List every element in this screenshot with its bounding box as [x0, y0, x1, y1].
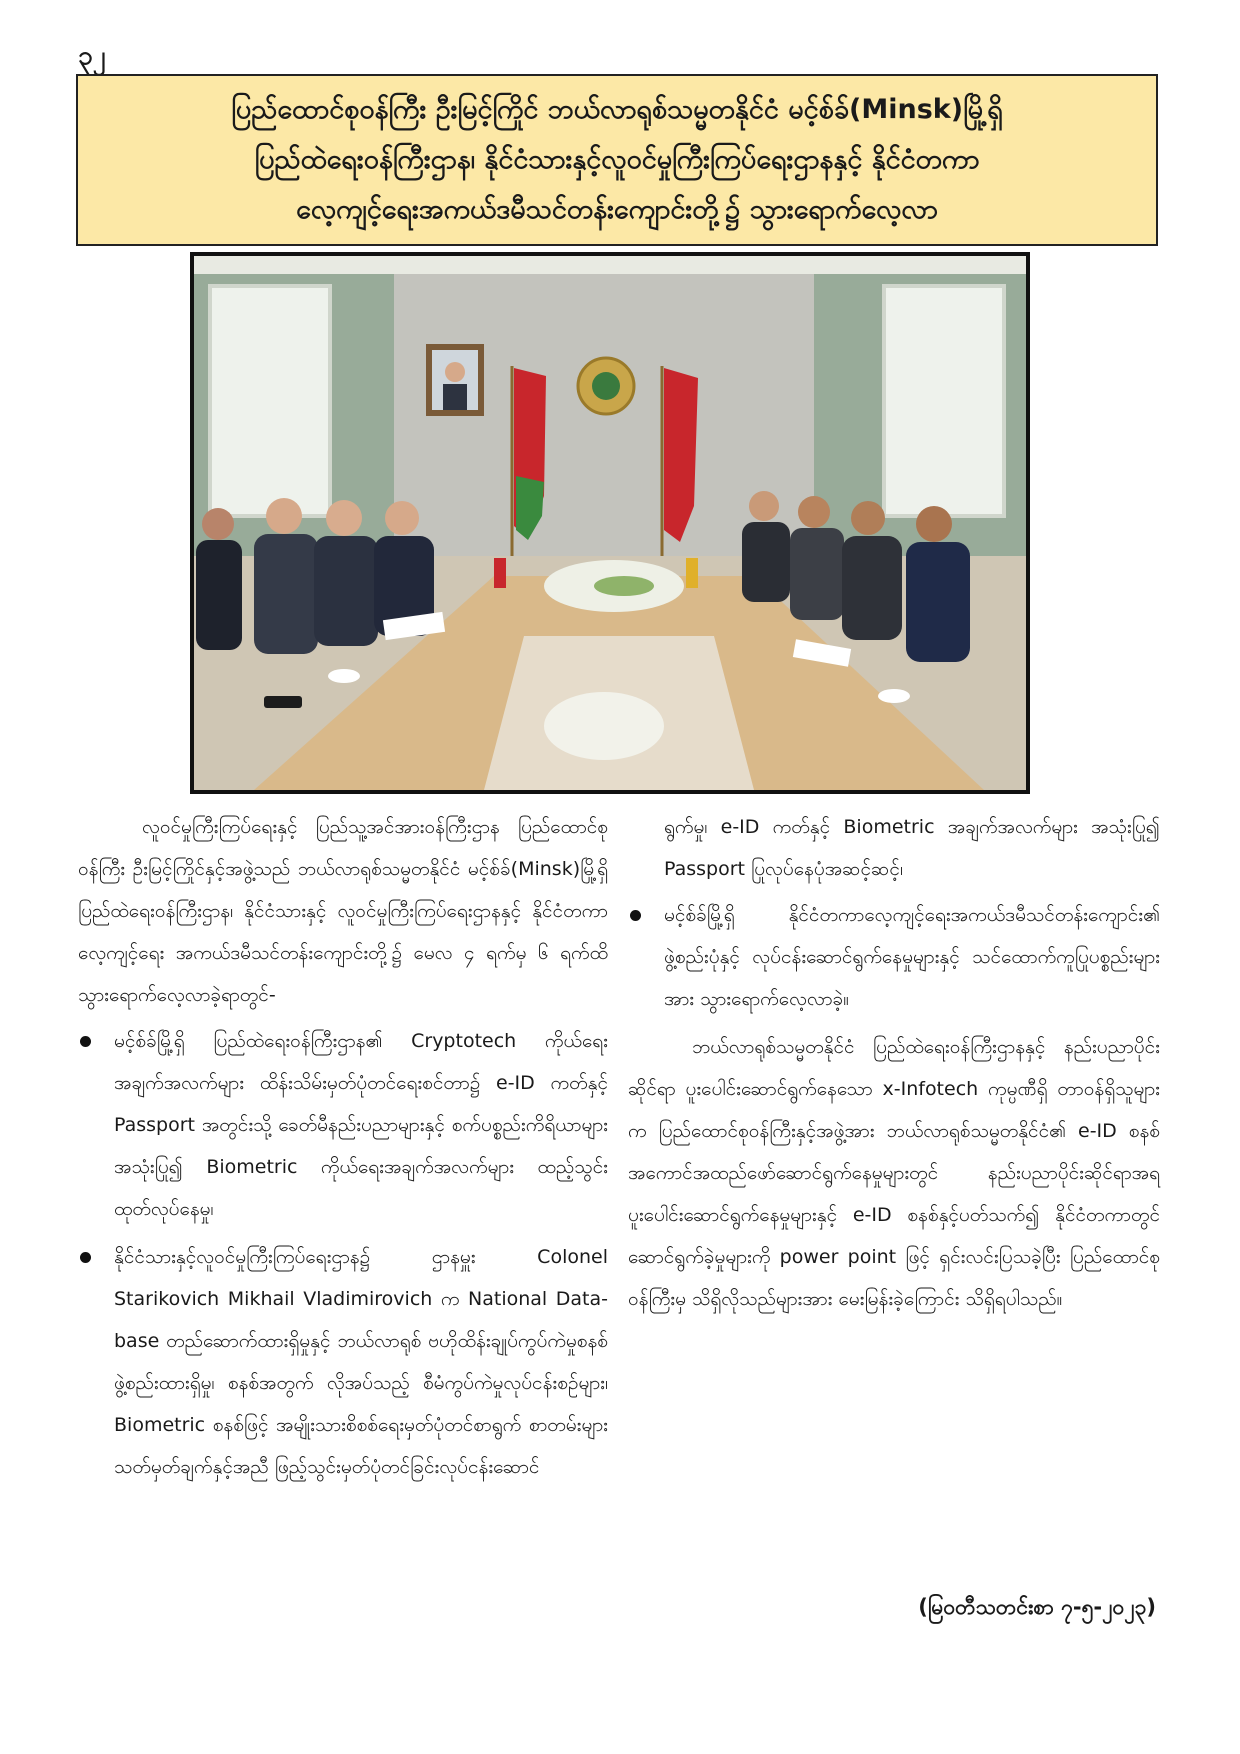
- bullet-icon: [630, 910, 641, 921]
- delegate-left-2-head: [326, 500, 362, 536]
- flower-leaves: [594, 576, 654, 596]
- portrait-suit: [443, 384, 467, 410]
- list-item: [628, 894, 1160, 1020]
- list-item: [78, 1020, 608, 1230]
- bullet-text: မင့်စ်ခ်မြို့ရှိ နိုင်ငံတကာလေ့ကျင့်ရေးအကယ်ဒမီသင်တန်းကျောင်း၏ ဖွဲ့စည်းပုံနှင့် လုပ်ငန်းဆောင်ရွက်နေမှုများနှင့် သင်ထောက်ကူပြုပစ္စည်းများအား သွားရောက်လေ့လာခဲ့။: [664, 904, 1160, 1010]
- headline-box: [76, 74, 1158, 246]
- delegate-right-3-head: [851, 501, 885, 535]
- left-column: [78, 806, 608, 1494]
- meeting-photo-illustration: [194, 256, 1026, 790]
- tea-cup-left: [328, 669, 360, 683]
- left-window: [210, 286, 330, 516]
- portrait-face: [445, 362, 465, 382]
- bullet-icon: [80, 1252, 91, 1263]
- right-window: [884, 286, 1004, 516]
- delegate-left-1-body: [254, 534, 318, 654]
- delegate-right-2-head: [798, 496, 830, 528]
- continuation-paragraph: ရွက်မှု၊ e-ID ကတ်နှင့် Biometric အချက်အလက်များ အသုံးပြု၍ Passport ပြုလုပ်နေပုံအဆင့်ဆင့်၊: [664, 816, 1160, 880]
- state-emblem-center: [592, 372, 620, 400]
- delegate-left-4-head: [202, 508, 234, 540]
- delegate-left-1-head: [266, 498, 302, 534]
- delegate-right-1-body: [742, 522, 790, 602]
- closing-paragraph: ဘယ်လာရုစ်သမ္မတနိုင်ငံ ပြည်ထဲရေးဝန်ကြီးဌာနနှင့် နည်းပညာပိုင်းဆိုင်ရာ ပူးပေါင်းဆောင်ရွက်နေသော x-Infotech ကုမ္ပဏီရှိ တာဝန်ရှိသူများက ပြည်ထောင်စုဝန်ကြီးနှင့်အဖွဲ့အား ဘယ်လာရုစ်သမ္မတနိုင်ငံ၏ e-ID စနစ် အကောင်အထည်ဖော်ဆောင်ရွက်နေမှုများတွင် နည်းပညာပိုင်းဆိုင်ရာအရ ပူးပေါင်းဆောင်ရွက်နေမှုများနှင့် e-ID စနစ်နှင့်ပတ်သက်၍ နိုင်ငံတကာတွင် ဆောင်ရွက်ခဲ့မှုများကို power point ဖြင့် ရှင်းလင်းပြသခဲ့ပြီး ပြည်ထောင်စုဝန်ကြီးမှ သိရှိလိုသည်များအား မေးမြန်းခဲ့ကြောင်း သိရှိရပါသည်။: [628, 1036, 1160, 1310]
- table-flag-myanmar: [686, 558, 698, 588]
- ceiling-molding: [194, 256, 1026, 274]
- delegate-right-2-body: [790, 528, 844, 620]
- bullet-text: မင့်စ်ခ်မြို့ရှိ ပြည်ထဲရေးဝန်ကြီးဌာန၏ Cryptotech ကိုယ်ရေးအချက်အလက်များ ထိန်းသိမ်းမှတ်ပုံတင်ရေးစင်တာ၌ e-ID ကတ်နှင့် Passport အတွင်းသို့ ခေတ်မီနည်းပညာများနှင့် စက်ပစ္စည်းကိရိယာများအသုံးပြု၍ Biometric ကိုယ်ရေးအချက်အလက်များ ထည့်သွင်းထုတ်လုပ်နေမှု၊: [114, 1030, 608, 1220]
- intro-paragraph: လူဝင်မှုကြီးကြပ်ရေးနှင့် ပြည်သူ့အင်အားဝန်ကြီးဌာန ပြည်ထောင်စုဝန်ကြီး ဦးမြင့်ကြိုင်နှင့်အဖွဲ့သည် ဘယ်လာရုစ်သမ္မတနိုင်ငံ မင့်စ်ခ်(Minsk)မြို့ရှိ ပြည်ထဲရေးဝန်ကြီးဌာန၊ နိုင်ငံသားနှင့် လူဝင်မှုကြီးကြပ်ရေးဌာနနှင့် နိုင်ငံတကာလေ့ကျင့်ရေး အကယ်ဒမီသင်တန်းကျောင်းတို့၌ မေလ ၄ ရက်မှ ၆ ရက်ထိ သွားရောက်လေ့လာခဲ့ရာတွင်-: [78, 816, 608, 1006]
- tea-cup-right: [878, 689, 910, 703]
- delegate-left-2-body: [314, 536, 378, 646]
- headline-line-1: ပြည်ထောင်စုဝန်ကြီး ဦးမြင့်ကြိုင် ဘယ်လာရုစ်သမ္မတနိုင်ငံ မင့်စ်ခ်(Minsk)မြို့ရှိ: [231, 94, 1003, 125]
- bullet-icon: [80, 1036, 91, 1047]
- phone-on-table: [264, 696, 302, 708]
- table-flag-belarus: [494, 558, 506, 588]
- delegate-left-3-head: [385, 501, 419, 535]
- right-column: [628, 806, 1160, 1320]
- delegate-right-3-body: [842, 536, 902, 640]
- delegate-right-4-head: [916, 506, 952, 542]
- delegate-right-4-body: [906, 542, 970, 662]
- delegate-right-1-head: [749, 491, 779, 521]
- source-citation: (မြဝတီသတင်းစာ ၇-၅-၂၀၂၃): [918, 1595, 1156, 1619]
- list-item: [78, 1236, 608, 1488]
- headline-line-2: ပြည်ထဲရေးဝန်ကြီးဌာန၊ နိုင်ငံသားနှင့်လူဝင်မှုကြီးကြပ်ရေးဌာနနှင့် နိုင်ငံတကာ: [254, 144, 980, 175]
- headline-line-3: လေ့ကျင့်ရေးအကယ်ဒမီသင်တန်းကျောင်းတို့၌ သွားရောက်လေ့လာ: [296, 194, 938, 225]
- delegate-left-4-body: [196, 540, 242, 650]
- page-number: ၃၂: [78, 41, 106, 71]
- meeting-photo: [190, 252, 1030, 794]
- bullet-text: နိုင်ငံသားနှင့်လူဝင်မှုကြီးကြပ်ရေးဌာန၌ ဌာနမှူး Colonel Starikovich Mikhail Vladimirovich က National Data-base တည်ဆောက်ထားရှိမှုနှင့် ဘယ်လာရုစ် ဗဟိုထိန်းချုပ်ကွပ်ကဲမှုစနစ်ဖွဲ့စည်းထားရှိမှု၊ စနစ်အတွက် လိုအပ်သည့် စီမံကွပ်ကဲမှုလုပ်ငန်းစဉ်များ၊ Biometric စနစ်ဖြင့် အမျိုးသားစိစစ်ရေးမှတ်ပုံတင်စာရွက် စာတမ်းများ သတ်မှတ်ချက်နှင့်အညီ ဖြည့်သွင်းမှတ်ပုံတင်ခြင်းလုပ်ငန်းဆောင်: [114, 1246, 608, 1478]
- flower-centerpiece-front: [544, 692, 664, 760]
